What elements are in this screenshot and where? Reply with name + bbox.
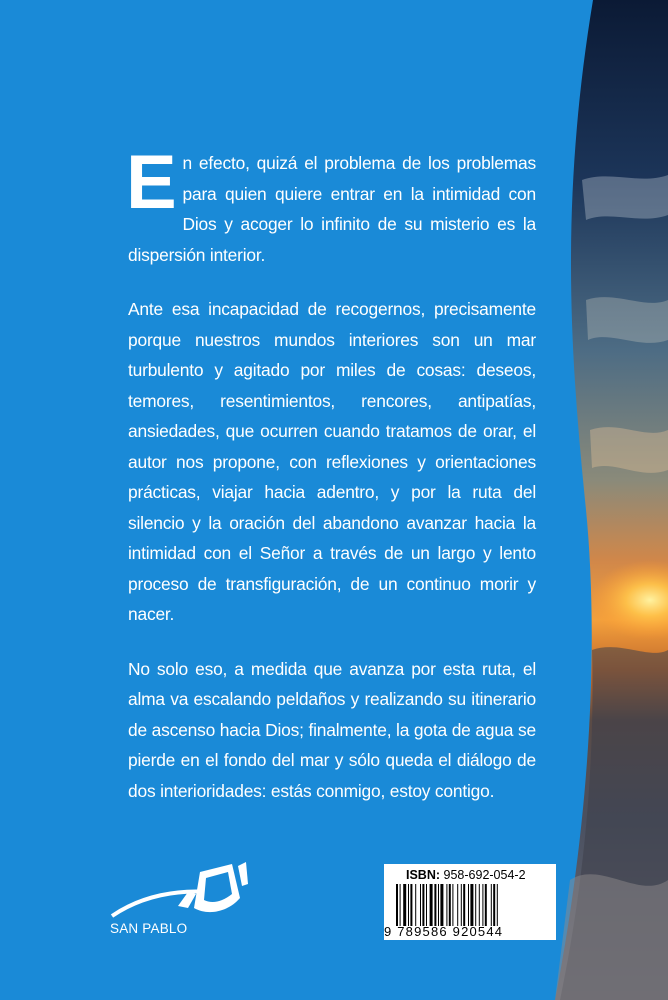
isbn-label: ISBN: <box>406 868 441 882</box>
drop-cap: E <box>126 140 177 225</box>
paragraph-1 <box>126 140 536 270</box>
paragraph-2: Ante esa incapacidad de recogernos, precisamente porque nuestros mundos interiores son un mar turbulento y agitado por miles de cosas: deseos, temores, resentimientos, rencores, antipatías, ansiedades, que ocurren cuando tratamos de orar, el autor nos propone, con reflexiones y orientaciones prácticas, viajar hacia adentro, y por la ruta del silencio y la oración del abandono avanzar hacia la intimidad con el Señor a través de un largo y lento proceso de transfiguración, de un continuo morir y nacer. <box>128 299 536 624</box>
paragraph-1-text: n efecto, quizá el problema de los problemas para quien quiere entrar en la intimidad con Dios y acoger lo infinito de su misterio es la dispersión interior. <box>128 153 536 265</box>
publisher-name: SAN PABLO <box>110 921 188 936</box>
back-cover-text <box>126 140 536 830</box>
paragraph-3: No solo eso, a medida que avanza por esta ruta, el alma va escalando peldaños y realizando su itinerario de ascenso hacia Dios; finalmente, la gota de agua se pierde en el fondo del mar y sólo queda el diálogo de dos interioridades: estás conmigo, estoy contigo. <box>128 658 536 801</box>
barcode-label <box>384 864 556 940</box>
isbn-line <box>406 868 526 882</box>
barcode-bars <box>396 884 546 926</box>
isbn-number: 958-692-054-2 <box>443 868 526 882</box>
barcode-digits: 9 789586 920544 <box>384 924 504 939</box>
